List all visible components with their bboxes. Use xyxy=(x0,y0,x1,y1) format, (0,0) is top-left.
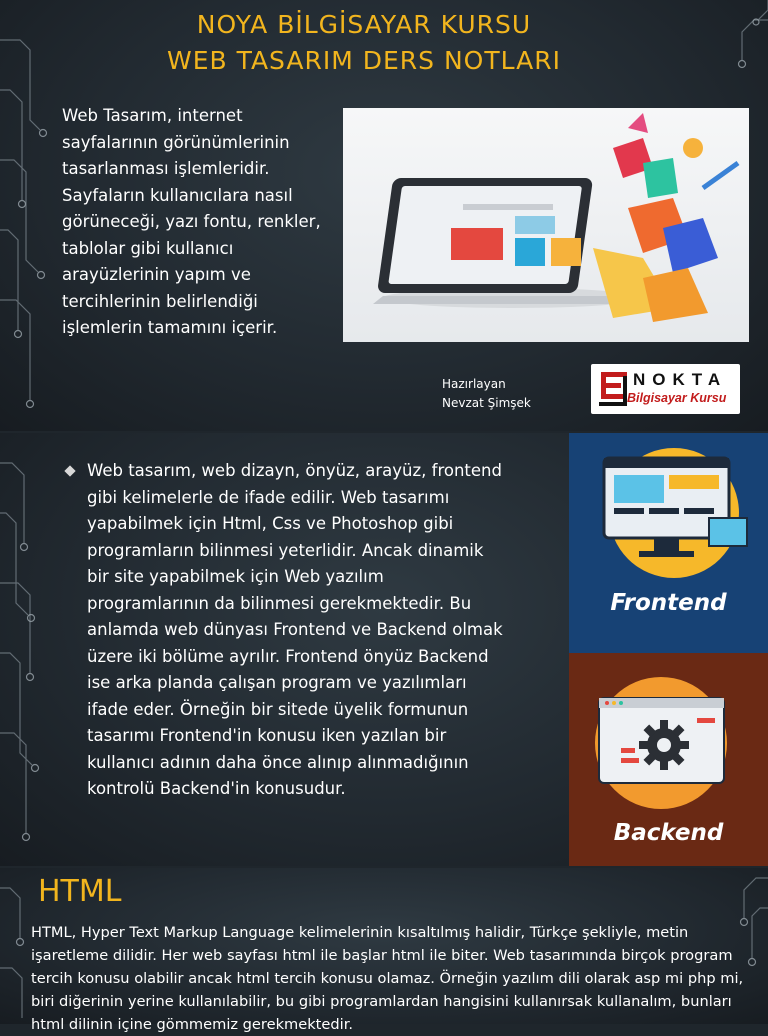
bullet-icon xyxy=(64,465,75,476)
slide-html xyxy=(0,868,768,1033)
credit-label: Hazırlayan xyxy=(442,377,506,391)
frontend-backend-paragraph: Web tasarım, web dizayn, önyüz, arayüz, frontend gibi kelimelerle de ifade edilir. Web tasarımı yapabilmek için Html, Css ve Photoshop gibi programların bilinmesi yeterlidir. Ancak dinamik bir site yapabilmek için Web yazılım programlarının da bilinmesi gerekmektedir. Bu anlamda web dünyası Frontend ve Backend olmak üzere iki bölüme ayrılır. Frontend önyüz Backend ise arka planda çalışan program ve yazılımları ifade eder. Örneğin bir sitede üyelik formunun tasarımı Frontend'in konusu iken yazılan bir kullanıcı adının daha önce alınıp alınmadığının kontrolü Backend'in konusudur. xyxy=(87,461,503,798)
intro-paragraph: Web Tasarım, internet sayfalarının görünümlerinin tasarlanması işlemleridir. Sayfaların kullanıcılara nasıl görüneceği, yazı fontu, renkler, tablolar gibi kullanıcı arayüzlerinin yapım ve tercihlerinin belirlendiği işlemlerin tamamını içerir. xyxy=(62,106,321,337)
page-subtitle: WEB TASARIM DERS NOTLARI xyxy=(167,46,561,75)
backend-gear-icon xyxy=(569,653,768,813)
logo-subtitle: Bilgisayar Kursu xyxy=(627,391,727,405)
credit-name: Nevzat Şimşek xyxy=(442,396,531,410)
logo-wordmark: NOKTA xyxy=(633,370,728,389)
frontend-label: Frontend xyxy=(610,590,727,616)
backend-label: Backend xyxy=(613,820,724,846)
nokta-logo xyxy=(591,364,740,414)
slide-intro xyxy=(0,0,768,431)
circuit-decoration-icon xyxy=(0,433,60,866)
web-design-illustration xyxy=(343,108,749,342)
page-title: NOYA BİLGİSAYAR KURSU xyxy=(196,10,532,39)
section-heading: HTML xyxy=(38,874,122,909)
author-credit xyxy=(442,375,531,413)
backend-panel xyxy=(569,653,768,866)
slide-frontend-backend xyxy=(0,433,768,866)
frontend-monitor-icon xyxy=(569,433,768,583)
html-paragraph: HTML, Hyper Text Markup Language kelimelerinin kısaltılmış halidir, Türkçe şekliyle, metin işaretleme dilidir. Her web sayfası html ile başlar html ile biter. Web tasarımında birçok program tercih konusu olabilir ancak html tercih konusu olamaz. Örneğin yazılım dili olarak asp mi php mi, biri diğerinin yerine kullanılabilir, bu gibi programlardan hangisini kullanırsak kullanalım, bunları html dilinin içine gömmemiz gerekmektedir. xyxy=(31,924,744,1033)
frontend-panel xyxy=(569,433,768,653)
